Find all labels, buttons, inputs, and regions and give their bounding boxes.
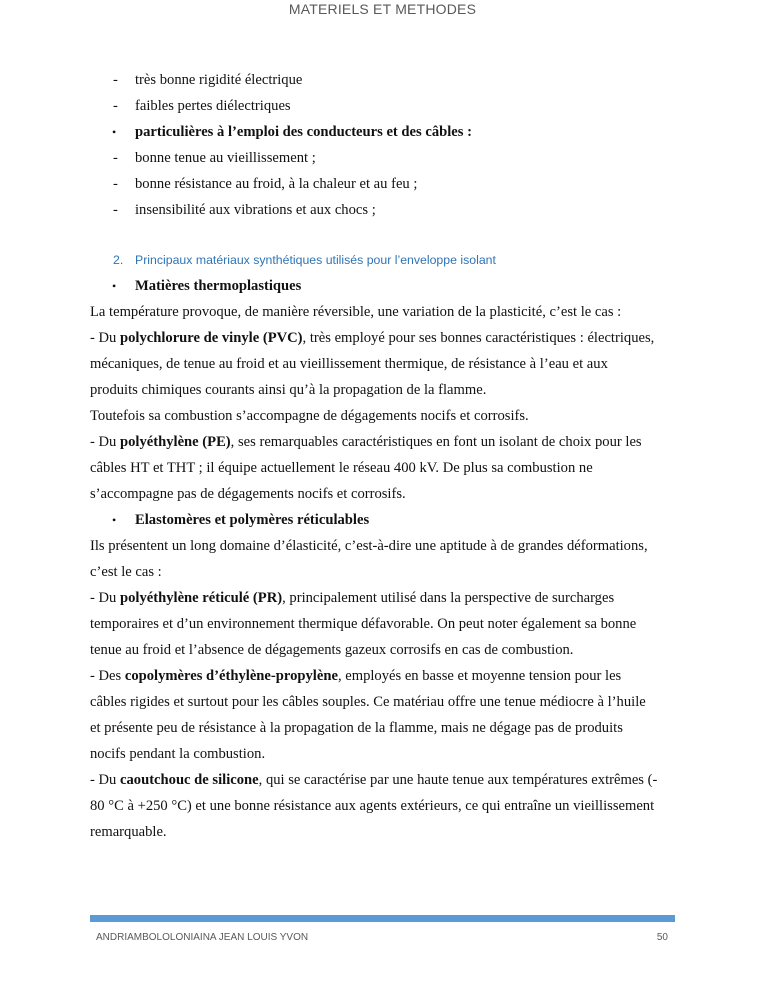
list-item: - faibles pertes diélectriques (90, 93, 680, 119)
paragraph-line: - Du caoutchouc de silicone, qui se caractérise par une haute tenue aux températures extrêmes (- (90, 772, 658, 788)
paragraph-line: Ils présentent un long domaine d’élasticité, c’est-à-dire une aptitude à de grandes déformations, (90, 538, 648, 554)
list-item: - bonne résistance au froid, à la chaleur et au feu ; (90, 171, 680, 197)
paragraph-line: - Des copolymères d’éthylène-propylène, employés en basse et moyenne tension pour les (90, 668, 622, 684)
page-header: MATERIELS ET METHODES (288, 1, 477, 17)
dash-marker: - (113, 202, 118, 218)
bullet-icon: • (112, 125, 117, 139)
paragraph-line: - Du polychlorure de vinyle (PVC), très employé pour ses bonnes caractéristiques : électriques, (90, 330, 655, 346)
paragraph-line: produits chimiques courants ainsi qu’à la propagation de la flamme. (90, 382, 487, 398)
dash-marker: - (113, 176, 118, 192)
paragraph-line: 80 °C à +250 °C) et une bonne résistance aux agents extérieurs, ce qui entraîne un vieillissement (90, 798, 655, 814)
paragraph-line: La température provoque, de manière réversible, une variation de la plasticité, c’est le cas : (90, 304, 622, 320)
paragraph-line: s’accompagne pas de dégagements nocifs et corrosifs. (90, 486, 406, 502)
bullet-item: • particulières à l’emploi des conducteurs et des câbles : (90, 119, 680, 145)
page-number: 50 (656, 932, 668, 943)
paragraph-line: câbles HT et THT ; il équipe actuellement le réseau 400 kV. De plus sa combustion ne (90, 460, 593, 476)
dash-marker: - (113, 150, 118, 166)
paragraph-line: - Du polyéthylène réticulé (PR), principalement utilisé dans la perspective de surcharges (90, 590, 615, 606)
section-heading: 2. Principaux matériaux synthétiques utilisés pour l’enveloppe isolant (113, 253, 496, 267)
paragraph-line: remarquable. (90, 824, 167, 840)
bullet-icon: • (112, 513, 117, 527)
list-item: - bonne tenue au vieillissement ; (90, 145, 680, 171)
paragraph-line: et présente peu de résistance à la propagation de la flamme, mais ne dégage pas de produits (90, 720, 623, 736)
paragraph-line: Toutefois sa combustion s’accompagne de dégagements nocifs et corrosifs. (90, 408, 529, 424)
bullet-item: • Matières thermoplastiques (90, 273, 680, 299)
list-item: - insensibilité aux vibrations et aux chocs ; (90, 197, 680, 223)
paragraph-line: - Du polyéthylène (PE), ses remarquables caractéristiques en font un isolant de choix pour les (90, 434, 642, 450)
paragraph-line: temporaires et d’un environnement thermique défavorable. On peut noter également sa bonne (90, 616, 637, 632)
paragraph-line: nocifs pendant la combustion. (90, 746, 266, 762)
paragraph-line: mécaniques, de tenue au froid et au vieillissement thermique, de résistance à l’eau et aux (90, 356, 608, 372)
page-body (90, 67, 680, 845)
list-item: - très bonne rigidité électrique (90, 67, 680, 93)
footer-author: ANDRIAMBOLOLONIAINA JEAN LOUIS YVON (96, 932, 309, 943)
paragraph-line: c’est le cas : (90, 564, 162, 580)
dash-marker: - (113, 98, 118, 114)
dash-marker: - (113, 72, 118, 88)
paragraph-line: tenue au froid et l’absence de dégagements gazeux corrosifs en cas de combustion. (90, 642, 574, 658)
footer-divider (90, 915, 675, 922)
paragraph-line: câbles rigides et surtout pour les câbles souples. Ce matériau offre une tenue médiocre à l’huile (90, 694, 646, 710)
bullet-icon: • (112, 279, 117, 293)
bullet-item: • Elastomères et polymères réticulables (90, 507, 680, 533)
